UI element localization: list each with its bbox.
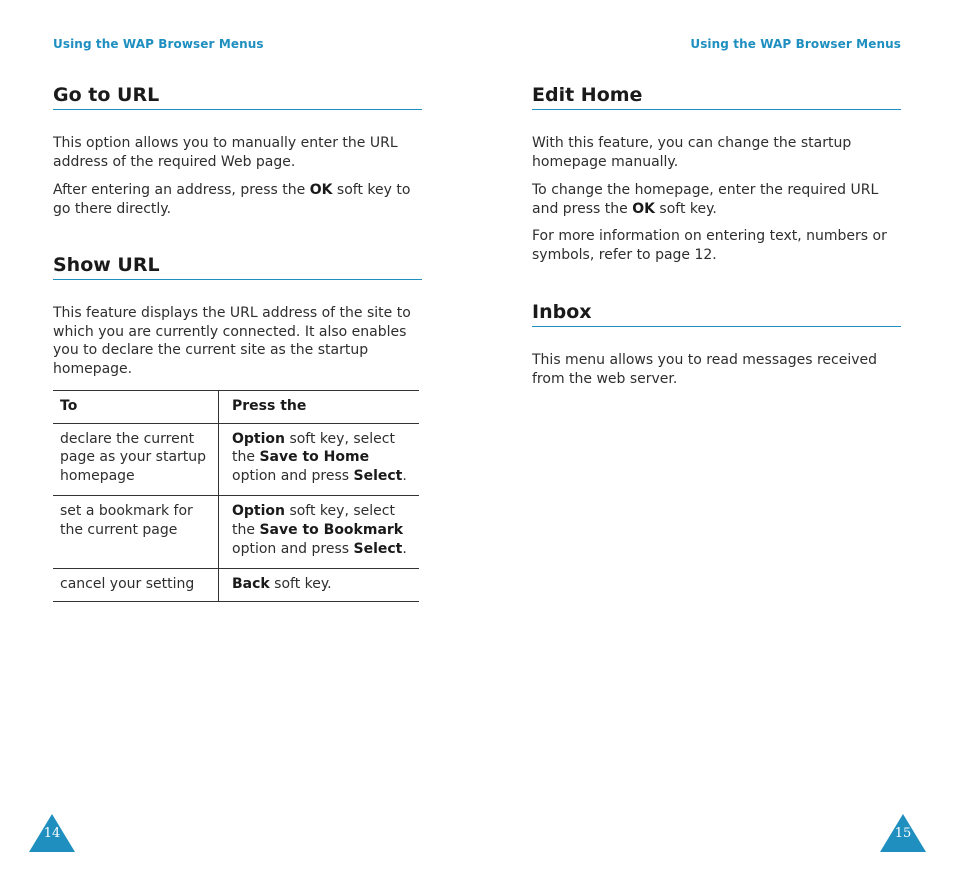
page-number-label: 14 [43,826,61,841]
running-header-left: Using the WAP Browser Menus [53,37,264,51]
edit-home-paragraph-1: With this feature, you can change the startup homepage manually. [532,135,852,170]
page-number-right [880,814,926,852]
show-url-table [53,390,419,602]
table-row [53,423,419,496]
section-title-show-url: Show URL [53,254,422,280]
edit-home-paragraph-3: For more information on entering text, numbers or symbols, refer to page 12. [532,228,887,263]
table-row [53,569,419,602]
page-number-left [29,814,75,852]
table-cell-to: cancel your setting [53,569,219,602]
running-header-right: Using the WAP Browser Menus [690,37,901,51]
table-cell-press: Option soft key, select the Save to Bookmark option and press Select. [219,496,420,569]
page-number-label: 15 [894,826,912,841]
table-row [53,496,419,569]
table-cell-press: Back soft key. [219,569,420,602]
table-header-press: Press the [219,391,420,424]
section-title-edit-home: Edit Home [532,84,901,110]
section-title-go-to-url: Go to URL [53,84,422,110]
show-url-paragraph: This feature displays the URL address of the site to which you are currently connected. It also enables you to declare the current site as the startup homepage. [53,305,411,377]
inbox-paragraph: This menu allows you to read messages received from the web server. [532,352,877,387]
table-cell-press: Option soft key, select the Save to Home option and press Select. [219,423,420,496]
go-to-url-paragraph-2: After entering an address, press the OK soft key to go there directly. [53,182,411,217]
table-cell-to: set a bookmark for the current page [53,496,219,569]
table-header-row [53,391,419,424]
section-title-inbox: Inbox [532,301,901,327]
table-header-to: To [53,391,219,424]
edit-home-paragraph-2: To change the homepage, enter the required URL and press the OK soft key. [532,182,879,217]
table-cell-to: declare the current page as your startup homepage [53,423,219,496]
go-to-url-paragraph-1: This option allows you to manually enter the URL address of the required Web page. [53,135,398,170]
